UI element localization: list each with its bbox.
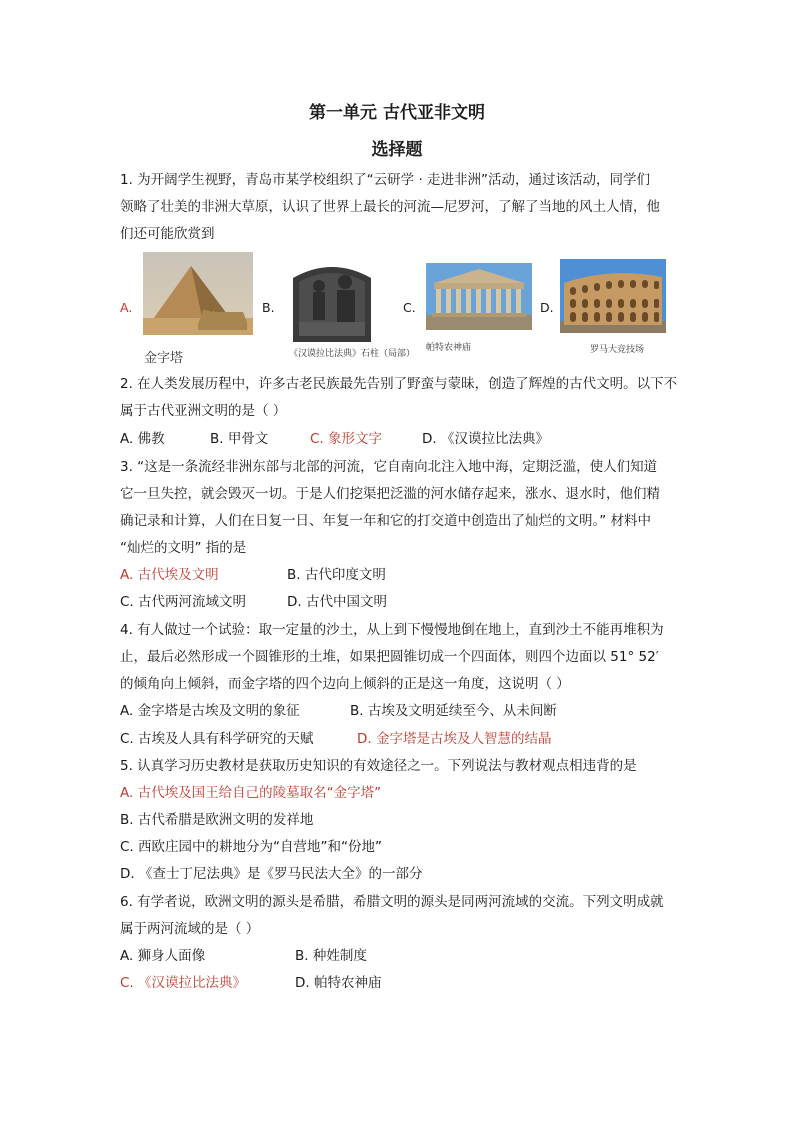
- q6-option-c: C. 《汉谟拉比法典》: [120, 975, 247, 991]
- q2-line-2: 属于古代亚洲文明的是（ ）: [120, 403, 287, 419]
- q2-option-a: A. 佛教: [120, 431, 165, 447]
- q4-option-d: D. 金字塔是古埃及人智慧的结晶: [357, 731, 552, 747]
- section-title: 选择题: [371, 140, 423, 160]
- q6-option-b: B. 种姓制度: [295, 948, 367, 964]
- q5-option-c: C. 西欧庄园中的耕地分为“自营地”和“份地”: [120, 839, 382, 855]
- q5-option-a: A. 古代埃及国王给自己的陵墓取名“金字塔”: [120, 785, 382, 801]
- q4-line-1: 4. 有人做过一个试验：取一定量的沙土，从上到下慢慢地倒在地上，直到沙土不能再堆积为: [120, 622, 664, 638]
- q1-option-c-caption: 帕特农神庙: [426, 343, 472, 353]
- unit-title: 第一单元 古代亚非文明: [309, 103, 485, 123]
- pyramid-sphinx-photo: [143, 252, 253, 335]
- q2-option-b: B. 甲骨文: [210, 431, 269, 447]
- q1-option-d-caption: 罗马大竞技场: [590, 345, 645, 355]
- q3-line-1: 3. “这是一条流经非洲东部与北部的河流，它自南向北注入地中海，定期泛滥，使人们知道: [120, 459, 658, 475]
- q1-option-b-caption: 《汉谟拉比法典》石柱（局部）: [289, 349, 416, 359]
- colosseum-photo: [560, 259, 666, 333]
- q6-line-2: 属于两河流域的是（ ）: [120, 921, 260, 937]
- q1-option-a-caption: 金字塔: [144, 351, 184, 366]
- q3-line-3: 确记录和计算，人们在日复一日、年复一年和它的打交道中创造出了灿烂的文明。” 材料中: [120, 513, 652, 529]
- q2-option-c: C. 象形文字: [310, 431, 383, 447]
- q4-option-a: A. 金字塔是古埃及文明的象征: [120, 703, 300, 719]
- q5-line-1: 5. 认真学习历史教材是获取历史知识的有效途径之一。下列说法与教材观点相违背的是: [120, 758, 637, 774]
- parthenon-photo: [426, 263, 532, 330]
- q2-option-d: D. 《汉谟拉比法典》: [422, 431, 549, 447]
- q3-option-d: D. 古代中国文明: [287, 594, 387, 610]
- q1-line-1: 1. 为开阔学生视野，青岛市某学校组织了“云研学 · 走进非洲”活动，通过该活动，同学们: [120, 172, 651, 188]
- q6-line-1: 6. 有学者说，欧洲文明的源头是希腊，希腊文明的源头是同两河流域的交流。下列文明成就: [120, 894, 664, 910]
- q3-line-2: 它一旦失控，就会毁灭一切。于是人们挖渠把泛滥的河水储存起来，涨水、退水时，他们精: [120, 486, 660, 502]
- q4-option-c: C. 古埃及人具有科学研究的天赋: [120, 731, 314, 747]
- q1-line-2: 领略了壮美的非洲大草原，认识了世界上最长的河流—尼罗河，了解了当地的风土人情，他: [120, 199, 660, 215]
- q5-option-d: D. 《查士丁尼法典》是《罗马民法大全》的一部分: [120, 866, 423, 882]
- q4-option-b: B. 古埃及文明延续至今、从未间断: [350, 703, 557, 719]
- q3-line-4: “灿烂的文明” 指的是: [120, 540, 247, 556]
- q3-option-c: C. 古代两河流域文明: [120, 594, 247, 610]
- q1-option-c-letter: C.: [403, 300, 416, 315]
- q1-option-b-letter: B.: [262, 300, 275, 315]
- q2-line-1: 2. 在人类发展历程中，许多古老民族最先告别了野蛮与蒙昧，创造了辉煌的古代文明。以下不: [120, 376, 678, 392]
- q4-line-3: 的倾角向上倾斜，而金字塔的四个边向上倾斜的正是这一角度，这说明（ ）: [120, 676, 570, 692]
- q6-option-a: A. 狮身人面像: [120, 948, 206, 964]
- q3-option-a: A. 古代埃及文明: [120, 567, 219, 583]
- q3-option-b: B. 古代印度文明: [287, 567, 386, 583]
- code-of-hammurabi-stele-photo: [289, 256, 375, 342]
- q5-option-b: B. 古代希腊是欧洲文明的发祥地: [120, 812, 314, 828]
- q1-option-d-letter: D.: [540, 300, 554, 315]
- q1-option-a-letter: A.: [120, 300, 133, 315]
- q6-option-d: D. 帕特农神庙: [295, 975, 382, 991]
- q4-line-2: 止，最后必然形成一个圆锥形的土堆，如果把圆锥切成一个四面体，则四个边面以 51° 52′: [120, 649, 659, 665]
- q1-line-3: 们还可能欣赏到: [120, 226, 215, 242]
